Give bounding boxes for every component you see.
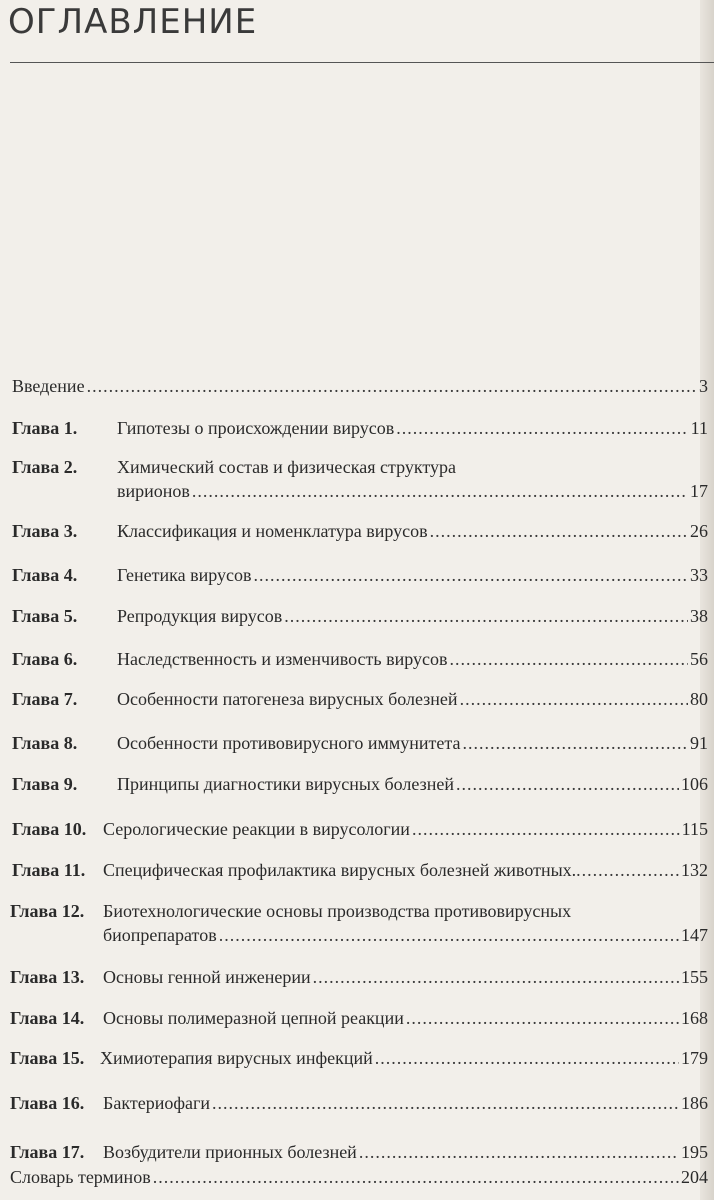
toc-page-number: 56 bbox=[690, 649, 708, 669]
toc-entry-text-line1: Химический состав и физическая структура bbox=[117, 457, 457, 477]
toc-entry-text: Репродукция вирусов bbox=[117, 606, 283, 626]
chapter-label: Глава 13. bbox=[10, 967, 85, 987]
toc-leader-dots bbox=[406, 1007, 679, 1030]
toc-leader-dots bbox=[462, 732, 688, 755]
toc-entry-text: биопрепаратов bbox=[103, 925, 217, 945]
toc-entry-text: Бактериофаги bbox=[103, 1093, 210, 1113]
toc-leader-dots bbox=[284, 605, 688, 628]
chapter-label: Глава 16. bbox=[10, 1093, 85, 1113]
toc-leader-dots bbox=[396, 417, 688, 440]
toc-entry-text: Химиотерапия вирусных инфекций bbox=[100, 1048, 373, 1068]
toc-entry-text: Введение bbox=[12, 376, 85, 396]
toc-leader-dots bbox=[313, 966, 679, 989]
toc-page-number: 11 bbox=[690, 418, 708, 438]
toc-entry-text: Принципы диагностики вирусных болезней bbox=[117, 774, 454, 794]
toc-entry-text: Гипотезы о происхождении вирусов bbox=[117, 418, 395, 438]
toc-page-number: 80 bbox=[690, 689, 708, 709]
chapter-label: Глава 2. bbox=[12, 457, 78, 477]
toc-page-number: 115 bbox=[681, 819, 708, 839]
chapter-label: Глава 17. bbox=[10, 1142, 85, 1162]
toc-entry-text: Словарь терминов bbox=[10, 1167, 151, 1187]
toc-page-number: 33 bbox=[690, 565, 708, 585]
toc-entry-text: Наследственность и изменчивость вирусов bbox=[117, 649, 448, 669]
chapter-label: Глава 15. bbox=[10, 1048, 85, 1068]
toc-page-number: 26 bbox=[690, 521, 708, 541]
chapter-label: Глава 7. bbox=[12, 689, 78, 709]
toc-leader-dots bbox=[153, 1166, 679, 1189]
toc-leader-dots bbox=[359, 1141, 679, 1164]
toc-page-number: 186 bbox=[681, 1093, 708, 1113]
chapter-label: Глава 6. bbox=[12, 649, 78, 669]
chapter-label: Глава 10. bbox=[12, 819, 87, 839]
chapter-label: Глава 1. bbox=[12, 418, 78, 438]
toc-page-number: 155 bbox=[681, 967, 708, 987]
toc-page-number: 91 bbox=[690, 733, 708, 753]
toc-page-number: 3 bbox=[699, 376, 708, 396]
toc-leader-dots bbox=[219, 924, 679, 947]
toc-page-number: 204 bbox=[681, 1167, 708, 1187]
toc-leader-dots bbox=[460, 688, 688, 711]
toc-leader-dots bbox=[412, 818, 680, 841]
toc-page-number: 195 bbox=[681, 1142, 708, 1162]
toc-leader-dots bbox=[87, 375, 697, 398]
toc-leader-dots bbox=[254, 564, 689, 587]
toc-leader-dots bbox=[456, 773, 679, 796]
toc-entry-text: Генетика вирусов bbox=[117, 565, 252, 585]
chapter-label: Глава 9. bbox=[12, 774, 78, 794]
chapter-label: Глава 4. bbox=[12, 565, 78, 585]
toc-entry-text: вирионов bbox=[117, 481, 190, 501]
toc-page-number: 147 bbox=[681, 925, 708, 945]
toc-entry-text: Классификация и номенклатура вирусов bbox=[117, 521, 428, 541]
toc-entry-text: Основы генной инженерии bbox=[103, 967, 311, 987]
toc-entry-text-line1: Биотехнологические основы производства противовирусных bbox=[103, 901, 572, 921]
toc-page-number: 168 bbox=[681, 1008, 708, 1028]
toc-entry-text: Особенности патогенеза вирусных болезней bbox=[117, 689, 458, 709]
toc-leader-dots bbox=[449, 648, 688, 671]
toc-page-number: 106 bbox=[681, 774, 708, 794]
chapter-label: Глава 3. bbox=[12, 521, 78, 541]
chapter-label: Глава 5. bbox=[12, 606, 78, 626]
chapter-label: Глава 14. bbox=[10, 1008, 85, 1028]
toc-page-number: 17 bbox=[690, 481, 708, 501]
chapter-label: Глава 8. bbox=[12, 733, 78, 753]
toc-entry-text: Основы полимеразной цепной реакции bbox=[103, 1008, 404, 1028]
toc-entry-text: Особенности противовирусного иммунитета bbox=[117, 733, 461, 753]
toc-entry-text: Специфическая профилактика вирусных болезней животных. bbox=[103, 860, 577, 880]
toc-leader-dots bbox=[212, 1092, 679, 1115]
toc-page-number: 179 bbox=[681, 1048, 708, 1068]
chapter-label: Глава 11. bbox=[12, 860, 86, 880]
toc-leader-dots bbox=[576, 859, 681, 882]
toc-leader-dots bbox=[192, 480, 688, 503]
toc-entry-text: Возбудители прионных болезней bbox=[103, 1142, 357, 1162]
toc-page-number: 38 bbox=[690, 606, 708, 626]
toc-leader-dots bbox=[430, 520, 688, 543]
toc-leader-dots bbox=[375, 1047, 679, 1070]
toc-entry-text: Серологические реакции в вирусологии bbox=[103, 819, 410, 839]
chapter-label: Глава 12. bbox=[10, 901, 85, 921]
toc-page-number: 132 bbox=[681, 860, 708, 880]
page-title: ОГЛАВЛЕНИЕ bbox=[8, 2, 258, 42]
